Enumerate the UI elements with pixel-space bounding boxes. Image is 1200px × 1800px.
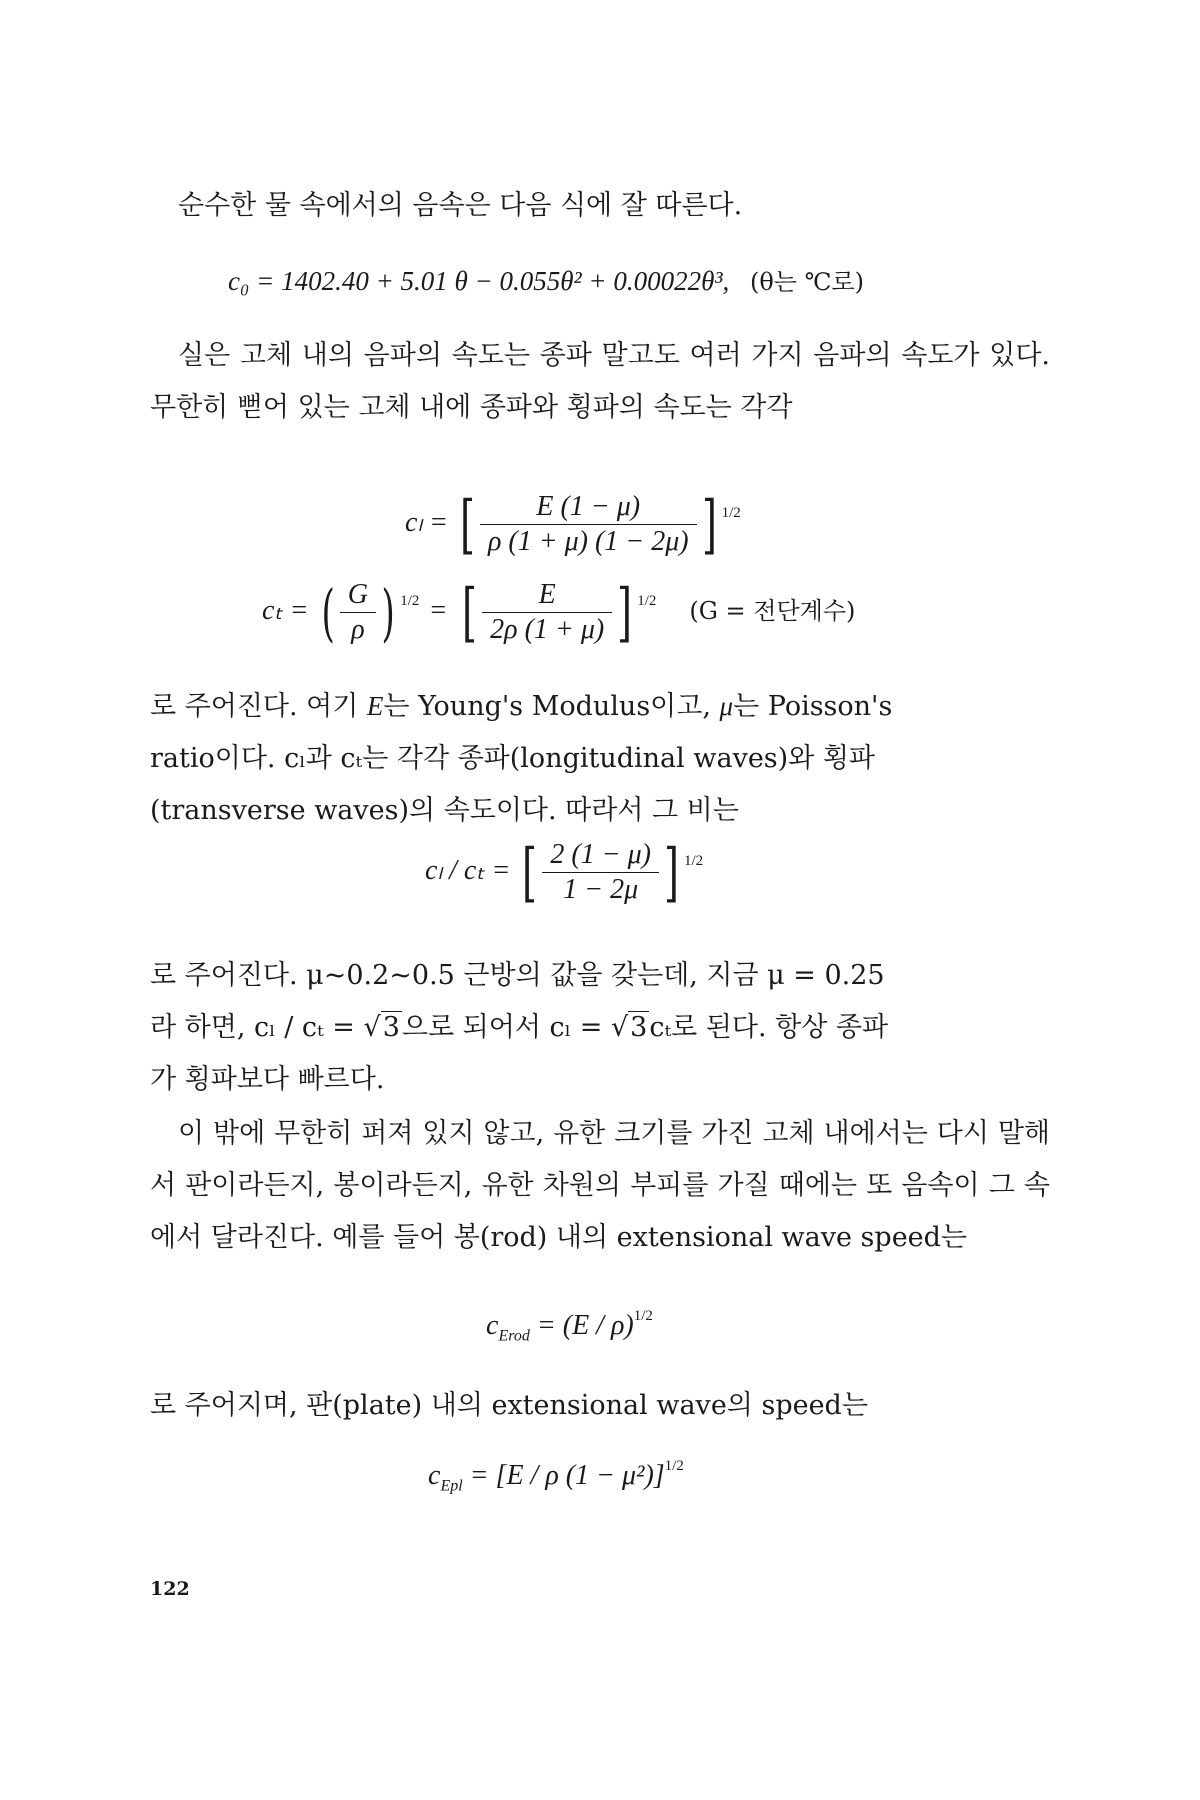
equation-plate-exponent: 1/2 (664, 1458, 684, 1474)
equation-cl-exponent: 1/2 (721, 504, 741, 521)
equation-ct-lhs: cₜ = (262, 594, 309, 626)
equation-ct-denominator: 2ρ (1 + μ) (490, 614, 605, 645)
equation-rod-subscript: Erod (498, 1327, 530, 1345)
page-number: 122 (150, 1578, 190, 1600)
equation-cl-lhs: cₗ = (405, 506, 448, 538)
equation-ratio-lhs: cₗ / cₜ = (425, 854, 511, 886)
sqrt-value: 3 (630, 1012, 648, 1043)
equation-rod-exponent: 1/2 (633, 1308, 653, 1324)
equation-ct-note: (G = 전단계수) (689, 596, 856, 625)
equation-plate-speed (428, 1458, 684, 1496)
equation-transverse-speed: cₜ = ( $\frac{G}{\rho}$ ) $^{1/2}$ = [ $\frac{E}{2\rho (1 + \mu)}$ ] $^{1/2}$ (G = 전단계수) (262, 575, 856, 650)
equation-ct-inner-numerator: G (340, 578, 376, 613)
symbol-mu: μ (719, 691, 734, 721)
paragraph-young-poisson (150, 680, 1050, 837)
sqrt-icon: √ (610, 1012, 629, 1043)
text-segment: 로 주어진다. 여기 (150, 691, 367, 722)
text-segment: 으로 되어서 cₗ = (401, 1012, 611, 1043)
text-segment: cₜ로 된다. 항상 종파 (649, 1012, 889, 1043)
right-bracket-icon: ] (701, 487, 717, 562)
paragraph-poisson-example (150, 950, 1050, 1106)
paragraph-finite-solids: 이 밖에 무한히 퍼져 있지 않고, 유한 크기를 가진 고체 내에서는 다시 말해서 판이라든지, 봉이라든지, 유한 차원의 부피를 가질 때에는 또 음속이 그 속에서 달라진다. 예를 들어 봉(rod) 내의 extensional wave speed는 (150, 1118, 1050, 1253)
left-bracket-icon: [ (462, 575, 478, 650)
left-bracket-icon: [ (522, 835, 538, 910)
text-segment: 는 Poisson's (733, 691, 893, 722)
paragraph-poisson-example-line-1: 로 주어진다. μ~0.2~0.5 근방의 값을 갖는데, 지금 μ = 0.25 (150, 960, 885, 991)
equation-rod-speed (486, 1308, 653, 1346)
sqrt-value: 3 (382, 1012, 400, 1043)
text-segment: 라 하면, cₗ / cₜ = (150, 1012, 364, 1043)
equation-c0-formula: c₀ = 1402.40 + 5.01 θ − 0.055θ² + 0.00022θ³, (228, 266, 730, 296)
equation-rod-lhs: c (486, 1310, 499, 1341)
paragraph-poisson-example-line-2 (150, 1002, 1050, 1054)
paragraph-pure-water-sound-speed: 순수한 물 속에서의 음속은 다음 식에 잘 따른다. (178, 190, 743, 221)
equation-plate-rhs: = [E / ρ (1 − μ²)] (462, 1460, 665, 1491)
equation-cl-numerator: E (1 − μ) (480, 490, 697, 525)
right-bracket-icon: ] (664, 835, 679, 910)
equation-ratio-numerator: 2 (1 − μ) (542, 838, 659, 873)
equation-ct-inner-fraction (340, 578, 376, 647)
paragraph-young-poisson-line-1 (150, 680, 1050, 733)
left-bracket-icon: [ (459, 487, 475, 562)
paragraph-solid-wave-speeds: 실은 고체 내의 음파의 속도는 종파 말고도 여러 가지 음파의 속도가 있다. 무한히 뻗어 있는 고체 내에 종파와 횡파의 속도는 각각 (150, 340, 1050, 423)
equation-ratio-exponent: 1/2 (683, 852, 704, 869)
equation-ct-numerator: E (482, 578, 612, 613)
equation-c0 (228, 262, 864, 297)
paragraph-young-poisson-line-3: (transverse waves)의 속도이다. 따라서 그 비는 (150, 795, 739, 826)
equation-plate-lhs: c (428, 1460, 441, 1491)
equation-ratio-denominator: 1 − 2μ (563, 874, 639, 905)
equation-ct-fraction (482, 578, 612, 647)
right-paren-icon: ) (381, 575, 395, 649)
left-paren-icon: ( (321, 575, 335, 649)
text-segment: 는 Young's Modulus이고, (383, 691, 720, 722)
equation-ratio-fraction (542, 838, 659, 907)
equation-ct-inner-denominator: ρ (351, 614, 365, 645)
symbol-E: E (366, 691, 384, 721)
equation-speed-ratio (425, 835, 704, 910)
paragraph-plate-speed: 로 주어지며, 판(plate) 내의 extensional wave의 speed는 (150, 1390, 868, 1421)
equation-plate-subscript: Epl (440, 1477, 463, 1495)
right-bracket-icon: ] (617, 575, 633, 650)
paragraph-young-poisson-line-2: ratio이다. cₗ과 cₜ는 각각 종파(longitudinal waves)와 횡파 (150, 743, 876, 774)
equation-cl-denominator: ρ (1 + μ) (1 − 2μ) (487, 526, 689, 557)
equation-longitudinal-speed (405, 487, 741, 562)
equation-c0-note: (θ는 ℃로) (749, 268, 865, 296)
paragraph-poisson-example-line-3: 가 횡파보다 빠르다. (150, 1064, 385, 1095)
equation-rod-rhs: = (E / ρ) (529, 1310, 634, 1341)
equation-ct-exponent-2: 1/2 (637, 592, 657, 609)
equation-cl-fraction (480, 490, 697, 559)
sqrt-icon: √ (363, 1012, 381, 1043)
equation-ct-exponent-1: 1/2 (400, 592, 420, 609)
